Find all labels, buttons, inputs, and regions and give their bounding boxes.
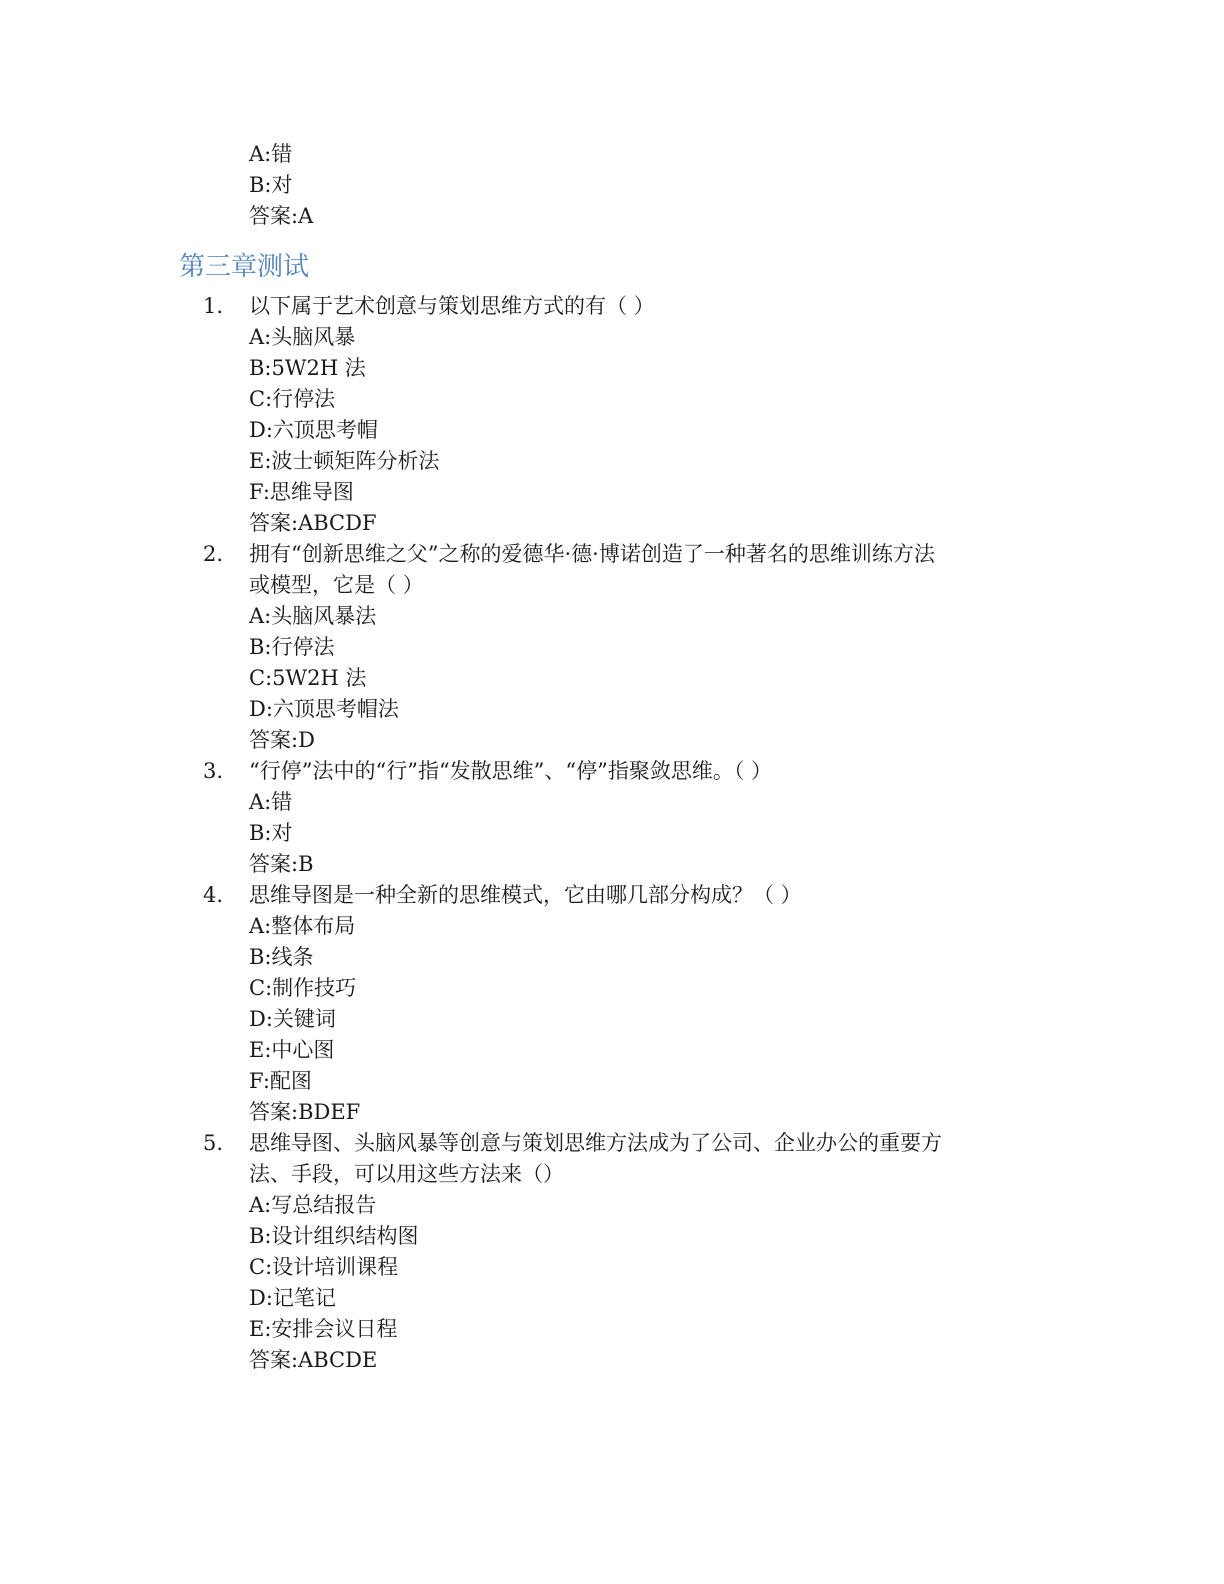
question-body <box>249 756 1039 880</box>
option: A:头脑风暴法 <box>249 604 377 628</box>
question-number: 2. <box>203 542 224 566</box>
option: B:行停法 <box>249 635 335 659</box>
question-text: 思维导图、头脑风暴等创意与策划思维方法成为了公司、企业办公的重要方 <box>249 1131 942 1155</box>
option: B:设计组织结构图 <box>249 1224 419 1248</box>
question-item <box>0 756 1224 880</box>
answer: 答案:A <box>249 204 314 228</box>
option: C:制作技巧 <box>249 976 357 1000</box>
option: B:5W2H 法 <box>249 356 366 380</box>
question-text: “行停”法中的“行”指“发散思维”、“停”指聚敛思维。（ ） <box>249 759 773 783</box>
question-body <box>249 880 1039 1128</box>
option: D:记笔记 <box>249 1286 336 1310</box>
option: A:错 <box>249 142 293 166</box>
option: C:行停法 <box>249 387 336 411</box>
option: D:六顶思考帽 <box>249 418 378 442</box>
question-text-continued: 或模型，它是（ ） <box>249 573 424 597</box>
question-number: 5. <box>203 1131 224 1155</box>
option: C:5W2H 法 <box>249 666 367 690</box>
chapter-heading: 第三章测试 <box>179 252 310 282</box>
answer: 答案:D <box>249 728 315 752</box>
option: A:错 <box>249 790 293 814</box>
question-text-continued: 法、手段，可以用这些方法来（） <box>249 1162 564 1186</box>
question-text: 以下属于艺术创意与策划思维方式的有（ ） <box>249 294 655 318</box>
question-number: 1. <box>203 294 224 318</box>
question-body <box>249 1128 1039 1376</box>
option: C:设计培训课程 <box>249 1255 399 1279</box>
question-number: 3. <box>203 759 224 783</box>
question-item <box>0 1128 1224 1376</box>
question-item <box>0 539 1224 756</box>
answer: 答案:BDEF <box>249 1100 361 1124</box>
option: D:关键词 <box>249 1007 336 1031</box>
option: B:对 <box>249 821 293 845</box>
option: E:波士顿矩阵分析法 <box>249 449 440 473</box>
option: E:中心图 <box>249 1038 335 1062</box>
option: B:线条 <box>249 945 314 969</box>
question-item <box>0 291 1224 539</box>
question-text: 思维导图是一种全新的思维模式，它由哪几部分构成？（ ） <box>249 883 802 907</box>
question-text: 拥有“创新思维之父”之称的爱德华·德·博诺创造了一种著名的思维训练方法 <box>249 542 935 566</box>
question-item <box>0 880 1224 1128</box>
option: F:配图 <box>249 1069 312 1093</box>
question-body <box>249 291 1039 539</box>
answer: 答案:ABCDE <box>249 1348 378 1372</box>
question-list <box>0 291 1224 1376</box>
question-body <box>249 539 1039 756</box>
option: F:思维导图 <box>249 480 354 504</box>
option: A:头脑风暴 <box>249 325 356 349</box>
option: D:六顶思考帽法 <box>249 697 399 721</box>
option: A:写总结报告 <box>249 1193 377 1217</box>
option: E:安排会议日程 <box>249 1317 398 1341</box>
option: A:整体布局 <box>249 914 356 938</box>
answer: 答案:ABCDF <box>249 511 377 535</box>
previous-question-tail <box>249 139 1049 232</box>
option: B:对 <box>249 173 293 197</box>
question-number: 4. <box>203 883 224 907</box>
answer: 答案:B <box>249 852 314 876</box>
